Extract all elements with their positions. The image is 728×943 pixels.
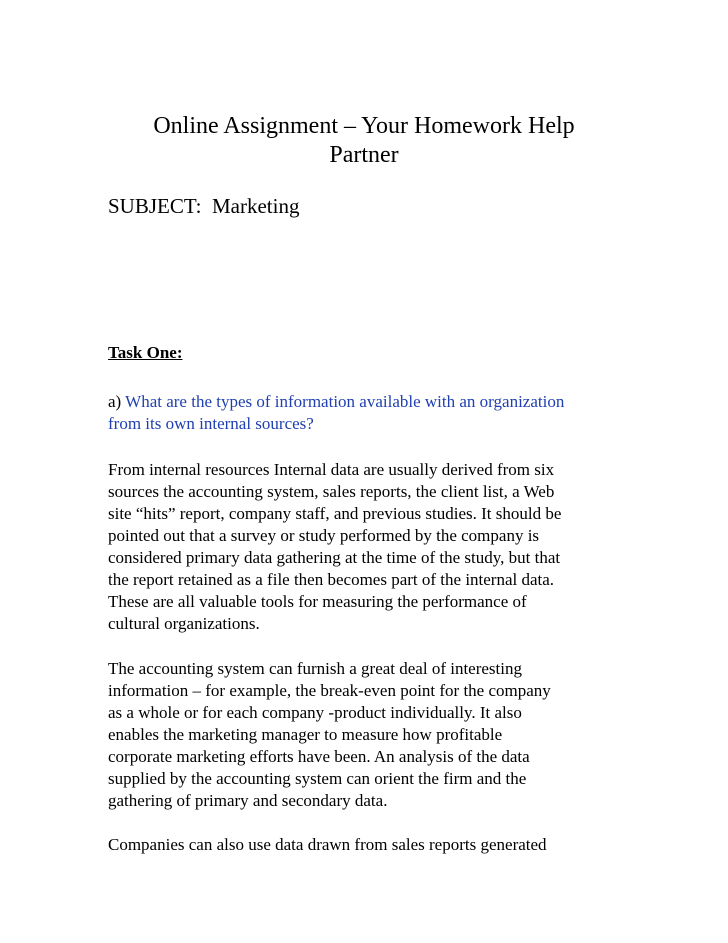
title-line: Partner — [329, 142, 399, 168]
paragraph-line: considered primary data gathering at the time of the study, but that — [108, 548, 561, 567]
paragraph-line: gathering of primary and secondary data. — [108, 791, 388, 810]
paragraph-line: as a whole or for each company -product individually. It also — [108, 703, 522, 722]
paragraph-line: cultural organizations. — [108, 614, 260, 633]
paragraph-line: supplied by the accounting system can orient the firm and the — [108, 769, 527, 788]
paragraph-line: information – for example, the break-even point for the company — [108, 681, 551, 700]
paragraph-line: From internal resources Internal data are usually derived from six — [108, 460, 555, 479]
paragraph-sales-reports — [108, 834, 628, 856]
paragraph-line: enables the marketing manager to measure how profitable — [108, 725, 503, 744]
subject-line: SUBJECT: Marketing — [108, 194, 300, 218]
paragraph-line: These are all valuable tools for measuring the performance of — [108, 592, 527, 611]
question-marker: a) — [108, 392, 126, 411]
paragraph-line: corporate marketing efforts have been. An analysis of the data — [108, 747, 530, 766]
paragraph-line: sources the accounting system, sales reports, the client list, a Web — [108, 482, 555, 501]
paragraph-line: site “hits” report, company staff, and previous studies. It should be — [108, 504, 562, 523]
question-a — [108, 391, 628, 435]
paragraph-line: the report retained as a file then becomes part of the internal data. — [108, 570, 555, 589]
paragraph-internal-resources — [108, 459, 628, 635]
paragraph-line: Companies can also use data drawn from sales reports generated — [108, 835, 547, 854]
document-title — [108, 112, 620, 170]
question-text: from its own internal sources? — [108, 414, 314, 433]
question-line — [108, 391, 628, 413]
task-heading: Task One: — [108, 343, 183, 362]
paragraph-line: The accounting system can furnish a great deal of interesting — [108, 659, 522, 678]
paragraph-line: pointed out that a survey or study performed by the company is — [108, 526, 540, 545]
paragraph-accounting-system — [108, 658, 628, 812]
title-line: Online Assignment – Your Homework Help — [153, 113, 575, 139]
question-text: What are the types of information available with an organization — [125, 392, 565, 411]
